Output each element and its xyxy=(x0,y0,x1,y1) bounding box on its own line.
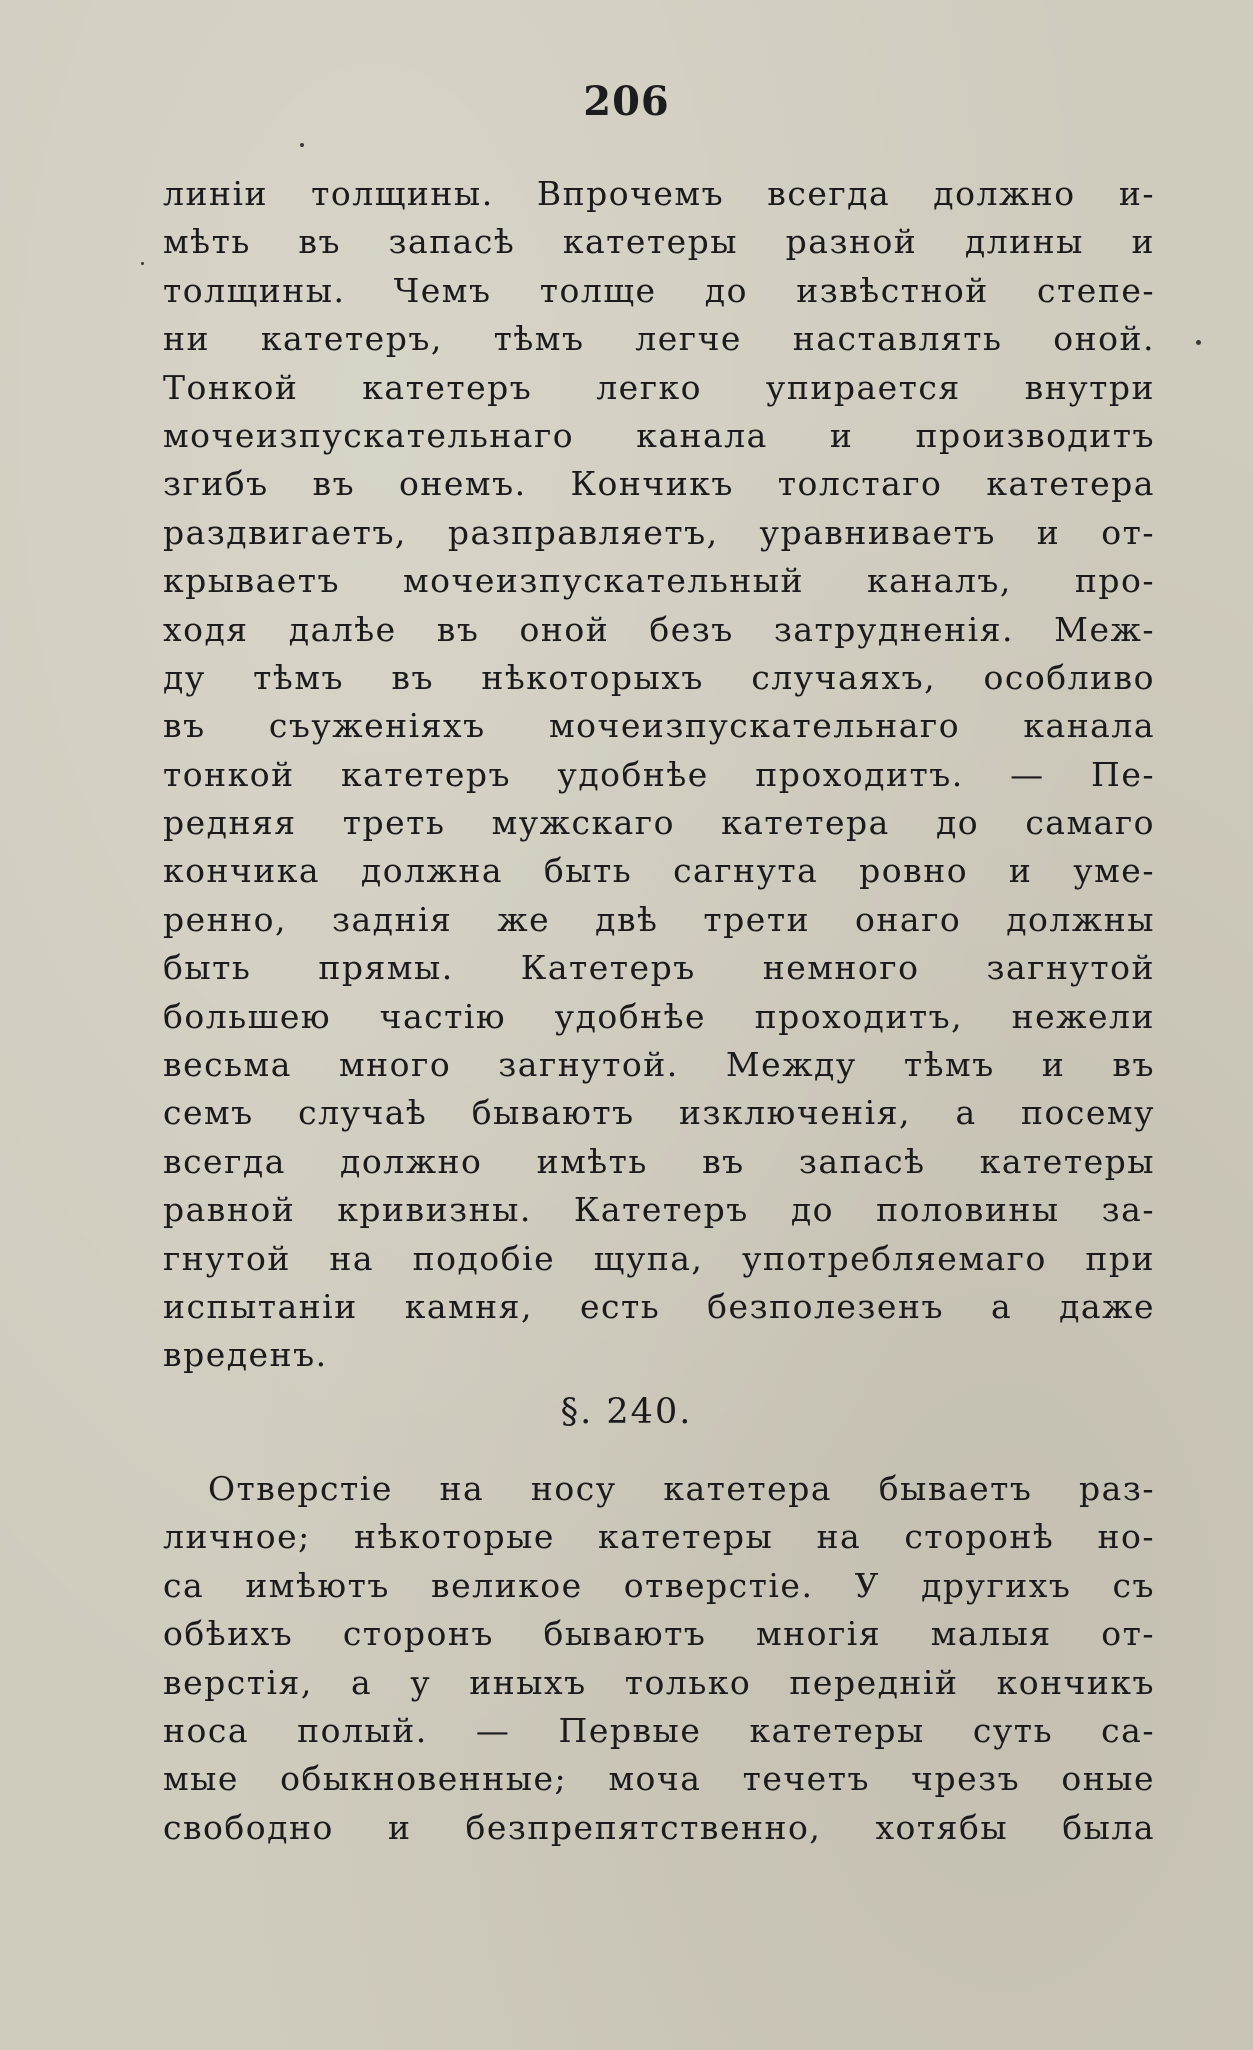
ink-speck xyxy=(141,262,144,265)
text-line: ни катетеръ, тѣмъ легче наставлять оной. xyxy=(163,319,1155,359)
text-line: большею частію удобнѣе проходитъ, нежели xyxy=(163,996,1155,1036)
text-line: линіи толщины. Впрочемъ всегда должно и- xyxy=(163,174,1155,213)
ink-speck xyxy=(300,143,304,147)
text-line: мѣть въ запасѣ катетеры разной длины и xyxy=(163,222,1155,262)
paragraph-2 xyxy=(163,1465,1155,1852)
text-line: Отверстіе на носу катетера бываетъ раз- xyxy=(208,1469,1155,1508)
text-line: носа полый. — Первые катетеры суть са- xyxy=(163,1710,1155,1750)
page-number: 206 xyxy=(583,78,670,125)
text-line: свободно и безпрепятственно, хотябы была xyxy=(163,1807,1155,1847)
ink-speck xyxy=(1196,340,1201,345)
text-line: верстія, а у иныхъ только передній кончикъ xyxy=(163,1662,1155,1702)
text-line: мые обыкновенные; моча течетъ чрезъ оные xyxy=(163,1759,1155,1799)
text-line: редняя треть мужскаго катетера до самаго xyxy=(163,803,1155,843)
section-heading: §. 240. xyxy=(560,1392,693,1432)
text-line: Тонкой катетеръ легко упирается внутри xyxy=(163,367,1155,407)
text-line: мочеизпускательнаго канала и производитъ xyxy=(163,415,1155,455)
text-line: ренно, заднія же двѣ трети онаго должны xyxy=(163,899,1155,939)
text-line: всегда должно имѣть въ запасѣ катетеры xyxy=(163,1141,1155,1181)
text-line: кончика должна быть сагнута ровно и уме- xyxy=(163,851,1155,891)
text-line: крываетъ мочеизпускательный каналъ, про- xyxy=(163,561,1155,601)
text-line: въ съуженіяхъ мочеизпускательнаго канала xyxy=(163,706,1155,746)
text-line: ду тѣмъ въ нѣкоторыхъ случаяхъ, особливо xyxy=(163,657,1155,697)
text-line: са имѣютъ великое отверстіе. У другихъ съ xyxy=(163,1565,1155,1605)
text-line: испытаніи камня, есть безполезенъ а даже xyxy=(163,1286,1155,1326)
text-line: личное; нѣкоторые катетеры на сторонѣ но- xyxy=(163,1517,1155,1557)
text-line: обѣихъ сторонъ бываютъ многія малыя от- xyxy=(163,1614,1155,1654)
text-line: равной кривизны. Катетеръ до половины за- xyxy=(163,1190,1155,1230)
text-line: ходя далѣе въ оной безъ затрудненія. Меж- xyxy=(163,609,1155,649)
paragraph-1 xyxy=(163,170,1155,1380)
text-line: толщины. Чемъ толще до извѣстной степе- xyxy=(163,270,1155,310)
text-line: тонкой катетеръ удобнѣе проходитъ. — Пе- xyxy=(163,754,1155,794)
text-line: згибъ въ онемъ. Кончикъ толстаго катетера xyxy=(163,464,1155,504)
text-line: гнутой на подобіе щупа, употребляемаго при xyxy=(163,1238,1155,1278)
text-line: быть прямы. Катетеръ немного загнутой xyxy=(163,948,1155,988)
text-line: вреденъ. xyxy=(163,1335,328,1375)
text-line: весьма много загнутой. Между тѣмъ и въ xyxy=(163,1045,1155,1085)
text-line: раздвигаетъ, разправляетъ, уравниваетъ и от- xyxy=(163,512,1155,552)
text-line: семъ случаѣ бываютъ изключенія, а посему xyxy=(163,1093,1155,1133)
